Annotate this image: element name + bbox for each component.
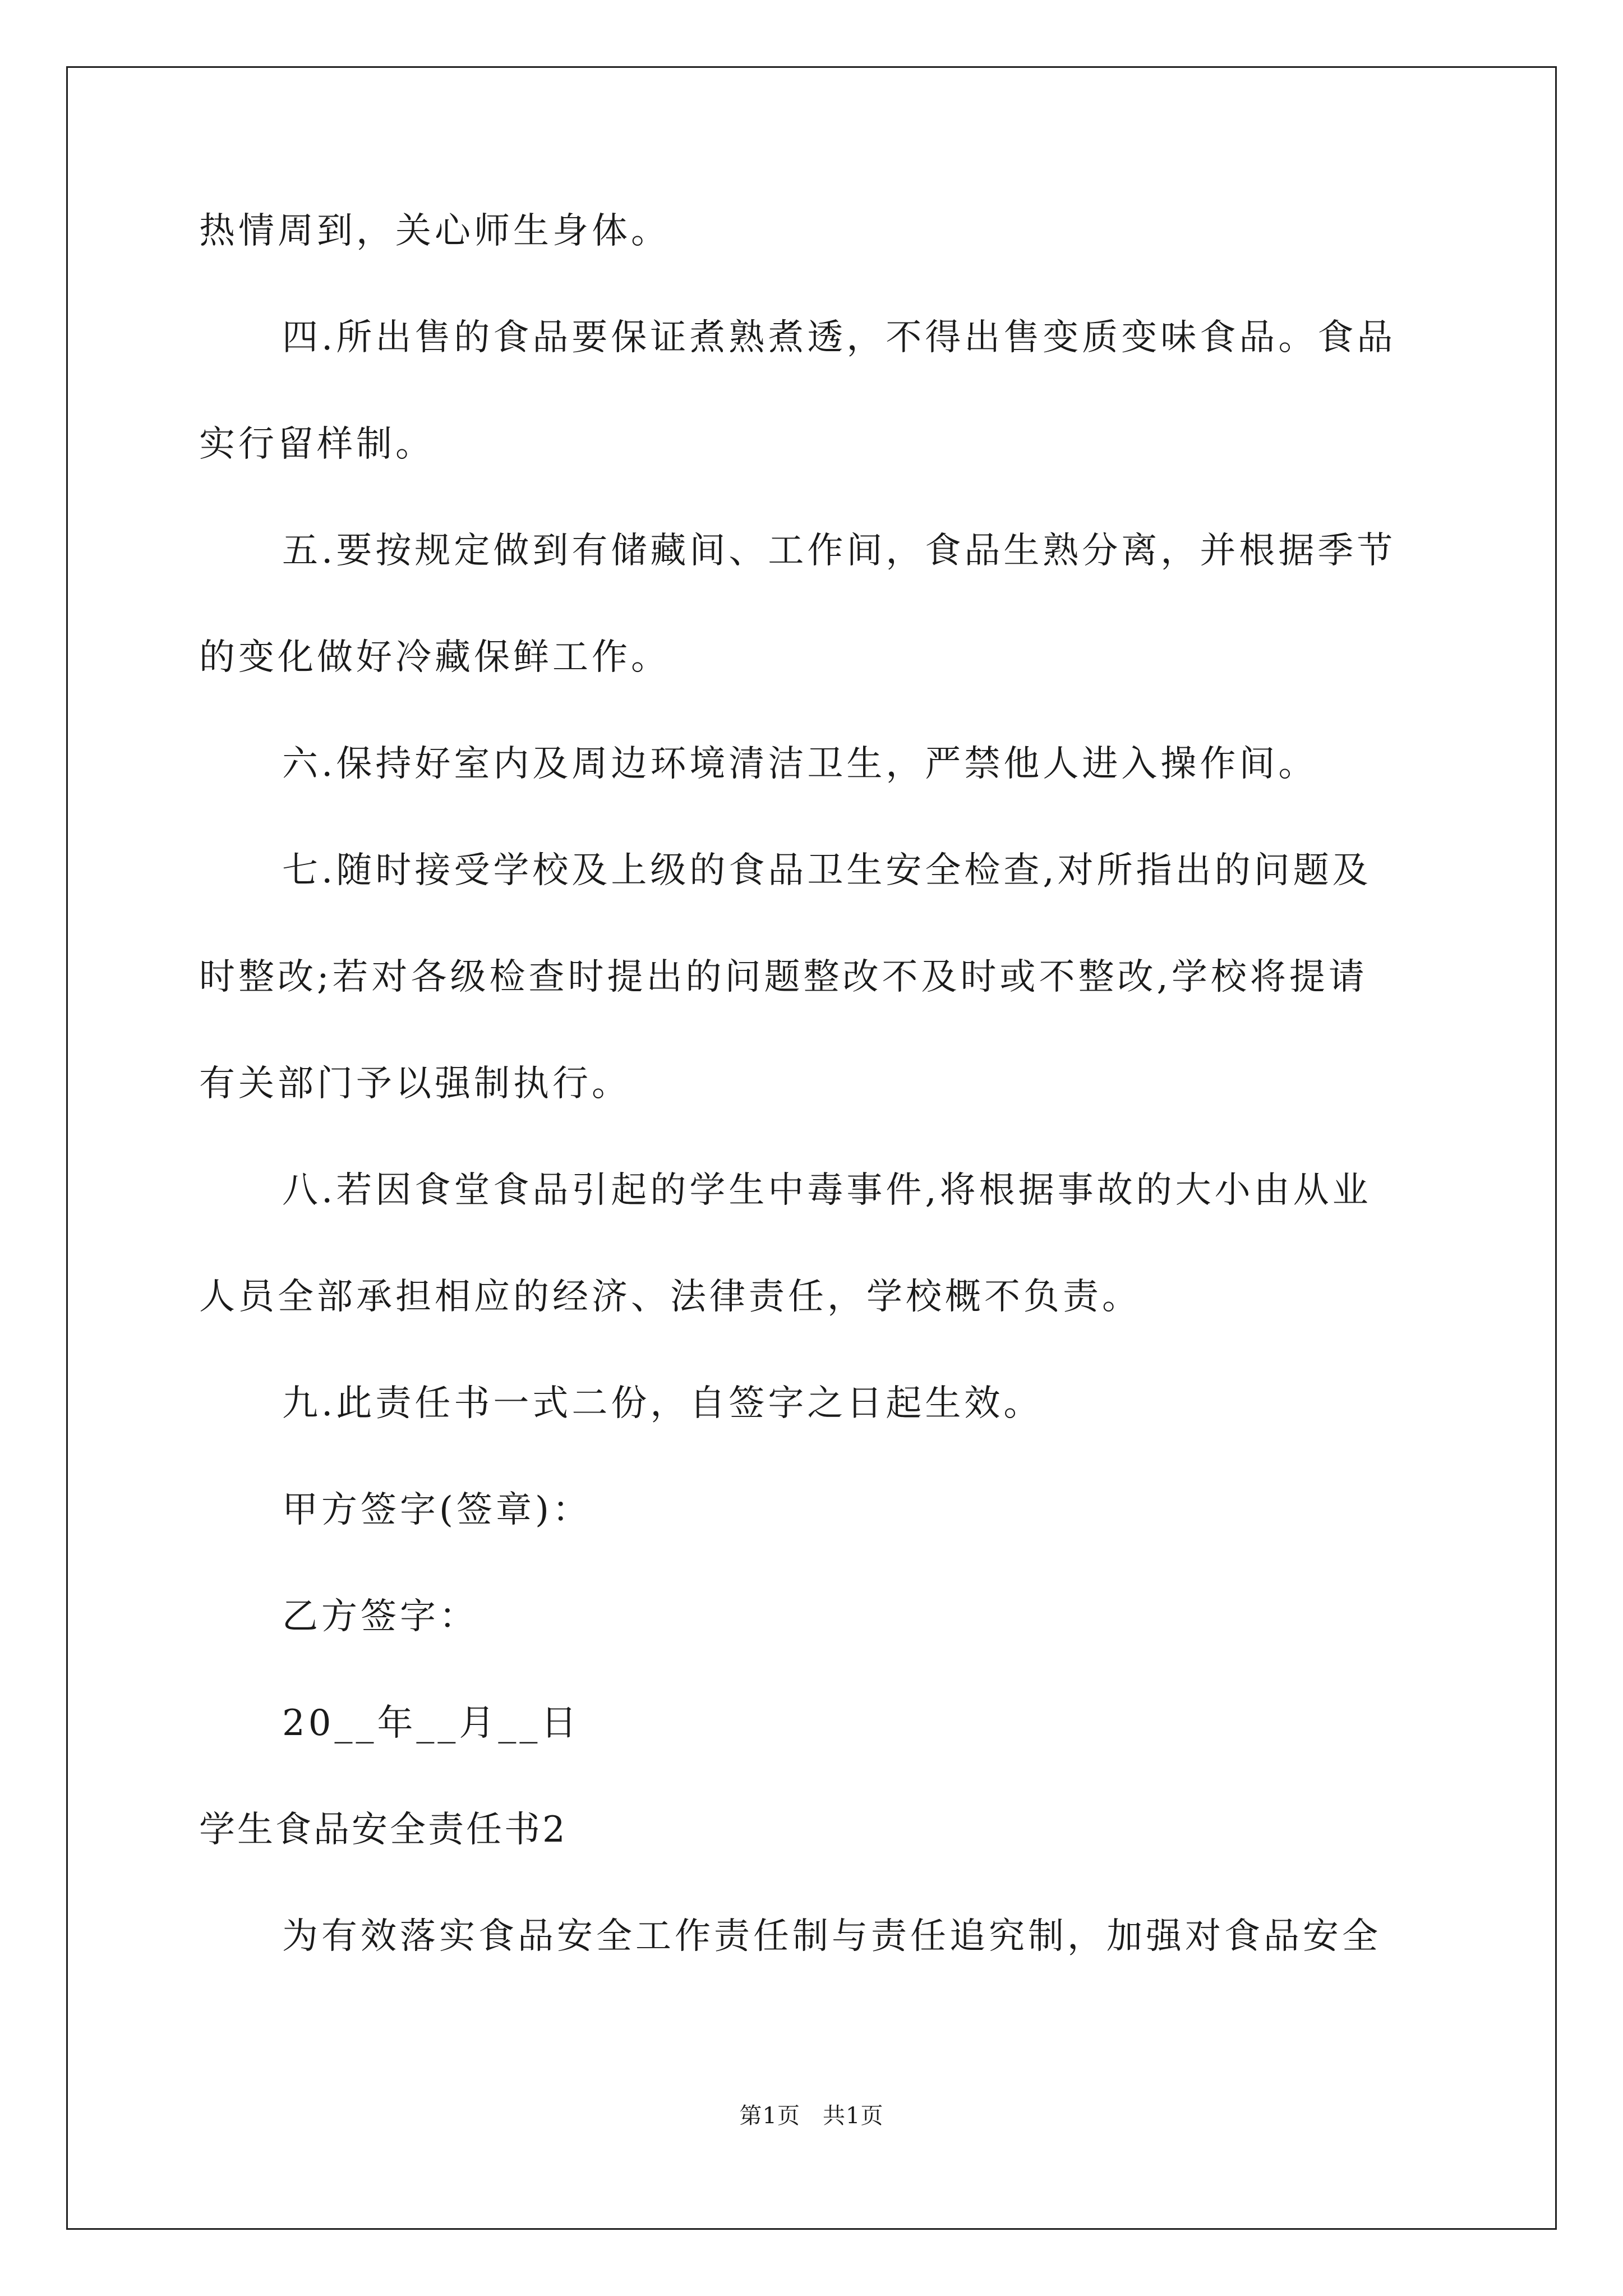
paragraph-line: 时整改;若对各级检查时提出的问题整改不及时或不整改,学校将提请 xyxy=(199,956,1368,998)
paragraph-line: 七.随时接受学校及上级的食品卫生安全检查,对所指出的问题及 xyxy=(282,850,1372,891)
page-footer xyxy=(0,2105,1623,2127)
paragraph-line: 的变化做好冷藏保鲜工作。 xyxy=(199,637,670,678)
page-frame xyxy=(66,66,1557,2230)
page-number-total: 共1页 xyxy=(823,2103,884,2129)
page-number-current: 第1页 xyxy=(739,2103,800,2129)
paragraph-line: 八.若因食堂食品引起的学生中毒事件,将根据事故的大小由从业 xyxy=(282,1170,1372,1211)
signature-date: 20__年__月__日 xyxy=(282,1703,580,1744)
paragraph-line: 热情周到，关心师生身体。 xyxy=(199,210,670,252)
paragraph-line: 为有效落实食品安全工作责任制与责任追究制，加强对食品安全 xyxy=(282,1916,1381,1957)
paragraph-line: 有关部门予以强制执行。 xyxy=(199,1063,631,1105)
paragraph-line: 六.保持好室内及周边环境清洁卫生，严禁他人进入操作间。 xyxy=(282,743,1318,785)
paragraph-line: 人员全部承担相应的经济、法律责任，学校概不负责。 xyxy=(199,1276,1141,1318)
paragraph-line: 实行留样制。 xyxy=(199,424,435,465)
signature-party-b: 乙方签字： xyxy=(282,1596,478,1637)
paragraph-line: 四.所出售的食品要保证煮熟煮透，不得出售变质变味食品。食品 xyxy=(282,317,1396,358)
paragraph-line: 五.要按规定做到有储藏间、工作间，食品生熟分离，并根据季节 xyxy=(282,530,1396,572)
signature-party-a: 甲方签字(签章)： xyxy=(282,1489,592,1531)
paragraph-line: 九.此责任书一式二份，自签字之日起生效。 xyxy=(282,1383,1043,1424)
section-title: 学生食品安全责任书2 xyxy=(199,1809,568,1851)
